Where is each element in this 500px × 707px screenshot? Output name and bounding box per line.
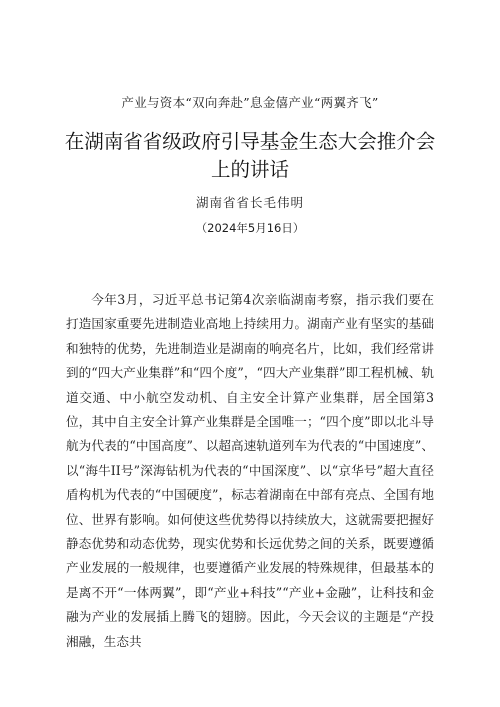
document-title: 在湖南省省级政府引导基金生态大会推介会上的讲话 [64,130,436,181]
document-subtitle: 产业与资本“双向奔赴”息金僖产业“两翼齐飞” [121,95,379,110]
speaker-line: 湖南省省长毛伟明 [195,195,304,210]
body-paragraph: 今年3月，习近平总书记第4次亲临湖南考察，指示我们要在打造国家重要先进制造业高地上持续用力。湖南产业有坚实的基础和独特的优势，先进制造业是湖南的响亮名片，比如，我们经常讲到的“四大产业集群”和“四个度”，“四大产业集群”即工程机械、轨道交通、中小航空发动机、自主安全计算产业集群，居全国第3位，其中自主安全计算产业集群是全国唯一；“四个度”即以北斗导航为代表的“中国高度”、以超高速轨道列车为代表的“中国速度”、以“海牛II号”深海钻机为代表的“中国深度”、以“京华号”超大直径盾构机为代表的“中国硬度”，标志着湖南在中部有亮点、全国有地位、世界有影响。如何使这些优势得以持续放大，这就需要把握好静态优势和动态优势，现实优势和长远优势之间的关系，既要遵循产业发展的一般规律，也要遵循产业发展的特殊规律，但最基本的是离不开“一体两翼”，即“产业+科技”“产业+金融”，让科技和金融为产业的发展插上腾飞的翅膀。因此，今天会议的主题是“产投湘融，生态共 [66,292,434,649]
speech-date: （2024年5月16日） [195,221,305,235]
